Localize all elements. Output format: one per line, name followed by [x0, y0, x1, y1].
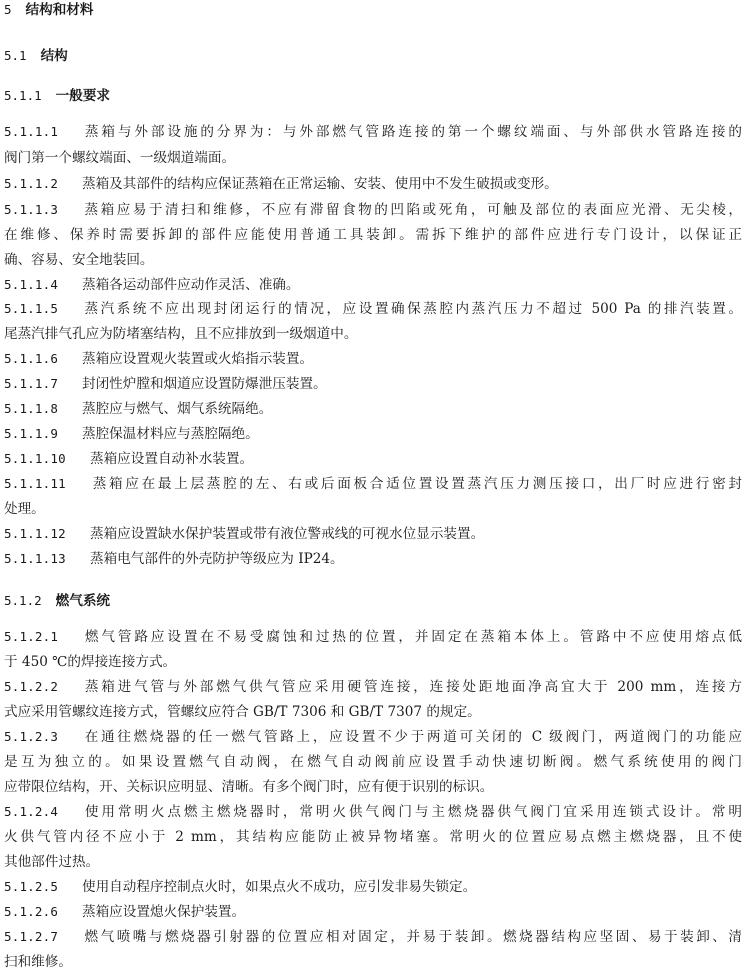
item-number: 5.1.1.6	[4, 351, 59, 366]
item-number: 5.1.1.2	[4, 176, 59, 191]
subsection-title: 结构	[40, 48, 68, 64]
item-text: 封闭性炉膛和烟道应设置防爆泄压装置。	[82, 376, 327, 392]
paragraph-line	[4, 777, 742, 797]
item-text: 蒸箱各运动部件应动作灵活、准确。	[82, 277, 300, 293]
paragraph-line	[4, 349, 742, 369]
subsection-heading-5-1	[4, 46, 742, 66]
paragraph-line	[4, 627, 742, 647]
item-number: 5.1.2.5	[4, 879, 59, 894]
paragraph-line	[4, 174, 742, 194]
item-number: 5.1.1.12	[4, 526, 66, 541]
paragraph-line	[4, 374, 742, 394]
item-text: 应带限位结构，开、关标识应明显、清晰。有多个阀门时，应有便于识别的标识。	[4, 779, 494, 795]
item-text: 在通往燃烧器的任一燃气管路上，应设置不少于两道可关闭的 C 级阀门，两道阀门的功能应	[82, 729, 742, 745]
paragraph-line	[4, 802, 742, 822]
paragraph-line	[4, 549, 742, 569]
item-number: 5.1.1.4	[4, 277, 59, 292]
item-text: 在维修、保养时需要拆卸的部件应能使用普通工具装卸。需拆下维护的部件应进行专门设计，以保证正	[4, 227, 742, 243]
item-text: 阀门第一个螺纹端面、一级烟道端面。	[4, 150, 236, 166]
clause-heading-5-1-2	[4, 591, 742, 611]
clause-number: 5.1.1	[4, 88, 42, 103]
item-text: 蒸箱应设置观火装置或火焰指示装置。	[82, 351, 314, 367]
paragraph-line	[4, 299, 742, 319]
item-text: 蒸箱应设置熄火保护装置。	[82, 904, 246, 920]
item-text: 蒸箱电气部件的外壳防护等级应为 IP24。	[90, 551, 344, 567]
item-number: 5.1.1.1	[4, 124, 59, 139]
paragraph-line	[4, 702, 742, 722]
item-text: 其他部件过热。	[4, 854, 100, 870]
section-title: 结构和材料	[25, 2, 94, 18]
item-number: 5.1.2.7	[4, 929, 59, 944]
paragraph-line	[4, 727, 742, 747]
paragraph-line	[4, 677, 742, 697]
item-text: 使用常明火点燃主燃烧器时，常明火供气阀门与主燃烧器供气阀门宜采用连锁式设计。常明	[82, 804, 742, 820]
paragraph-line	[4, 752, 742, 772]
paragraph-line	[4, 324, 742, 344]
paragraph-line	[4, 474, 742, 494]
paragraph-line	[4, 122, 742, 142]
item-text: 蒸箱应在最上层蒸腔的左、右或后面板合适位置设置蒸汽压力测压接口，出厂时应进行密封	[90, 476, 742, 492]
item-text: 是互为独立的。如果设置燃气自动阀，在燃气自动阀前应设置手动快速切断阀。燃气系统使用的阀门	[4, 754, 742, 770]
clause-title: 燃气系统	[55, 593, 111, 609]
paragraph-line	[4, 499, 742, 519]
item-number: 5.1.1.10	[4, 451, 66, 466]
item-text: 蒸汽系统不应出现封闭运行的情况，应设置确保蒸腔内蒸汽压力不超过 500 Pa 的排汽装置。	[82, 301, 742, 317]
item-text: 火供气管内径不应小于 2 mm，其结构应能防止被异物堵塞。常明火的位置应易点燃主燃烧器，且不使	[4, 829, 742, 845]
item-text: 处理。	[4, 501, 45, 517]
item-text: 燃气管路应设置在不易受腐蚀和过热的位置，并固定在蒸箱本体上。管路中不应使用熔点低	[82, 629, 742, 645]
item-text: 使用自动程序控制点火时，如果点火不成功，应引发非易失锁定。	[82, 879, 477, 895]
item-text: 蒸箱应设置缺水保护装置或带有液位警戒线的可视水位显示装置。	[90, 526, 485, 542]
item-number: 5.1.1.8	[4, 401, 59, 416]
item-text: 式应采用管螺纹连接方式，管螺纹应符合 GB/T 7306 和 GB/T 7307 的规定。	[4, 704, 481, 720]
item-number: 5.1.1.11	[4, 476, 66, 491]
paragraph-line	[4, 399, 742, 419]
subsection-number: 5.1	[4, 48, 27, 63]
item-text: 蒸腔应与燃气、烟气系统隔绝。	[82, 401, 273, 417]
item-text: 蒸箱及其部件的结构应保证蒸箱在正常运输、安装、使用中不发生破损或变形。	[82, 176, 558, 192]
paragraph-line	[4, 652, 742, 672]
item-text: 蒸箱应易于清扫和维修，不应有滞留食物的凹陷或死角，可触及部位的表面应光滑、无尖棱，	[82, 202, 742, 218]
item-number: 5.1.2.4	[4, 804, 59, 819]
item-number: 5.1.2.1	[4, 629, 59, 644]
paragraph-line	[4, 952, 742, 972]
paragraph-line	[4, 275, 742, 295]
paragraph-line	[4, 225, 742, 245]
item-number: 5.1.1.9	[4, 426, 59, 441]
paragraph-line	[4, 449, 742, 469]
item-number: 5.1.1.7	[4, 376, 59, 391]
paragraph-line	[4, 852, 742, 872]
paragraph-line	[4, 827, 742, 847]
item-text: 蒸箱应设置自动补水装置。	[90, 451, 254, 467]
item-text: 蒸腔保温材料应与蒸腔隔绝。	[82, 426, 259, 442]
paragraph-line	[4, 200, 742, 220]
clause-heading-5-1-1	[4, 86, 742, 106]
item-text: 蒸箱进气管与外部燃气供气管应采用硬管连接，连接处距地面净高宜大于 200 mm，连接方	[82, 679, 742, 695]
item-text: 确、容易、安全地装回。	[4, 252, 154, 268]
item-number: 5.1.1.13	[4, 551, 66, 566]
item-number: 5.1.1.5	[4, 301, 59, 316]
item-text: 尾蒸汽排气孔应为防堵塞结构，且不应排放到一级烟道中。	[4, 326, 358, 342]
item-number: 5.1.2.3	[4, 729, 59, 744]
item-number: 5.1.2.6	[4, 904, 59, 919]
item-number: 5.1.2.2	[4, 679, 59, 694]
paragraph-line	[4, 148, 742, 168]
paragraph-line	[4, 424, 742, 444]
clause-number: 5.1.2	[4, 593, 42, 608]
paragraph-line	[4, 927, 742, 947]
item-text: 燃气喷嘴与燃烧器引射器的位置应相对固定，并易于装卸。燃烧器结构应坚固、易于装卸、清	[82, 929, 742, 945]
item-text: 于 450 ℃的焊接连接方式。	[4, 654, 177, 670]
item-number: 5.1.1.3	[4, 202, 59, 217]
item-text: 蒸箱与外部设施的分界为：与外部燃气管路连接的第一个螺纹端面、与外部供水管路连接的	[82, 124, 742, 140]
clause-title: 一般要求	[55, 88, 111, 104]
paragraph-line	[4, 524, 742, 544]
section-number: 5	[4, 2, 12, 17]
paragraph-line	[4, 877, 742, 897]
section-heading	[4, 0, 742, 20]
paragraph-line	[4, 250, 742, 270]
paragraph-line	[4, 902, 742, 922]
item-text: 扫和维修。	[4, 954, 72, 970]
